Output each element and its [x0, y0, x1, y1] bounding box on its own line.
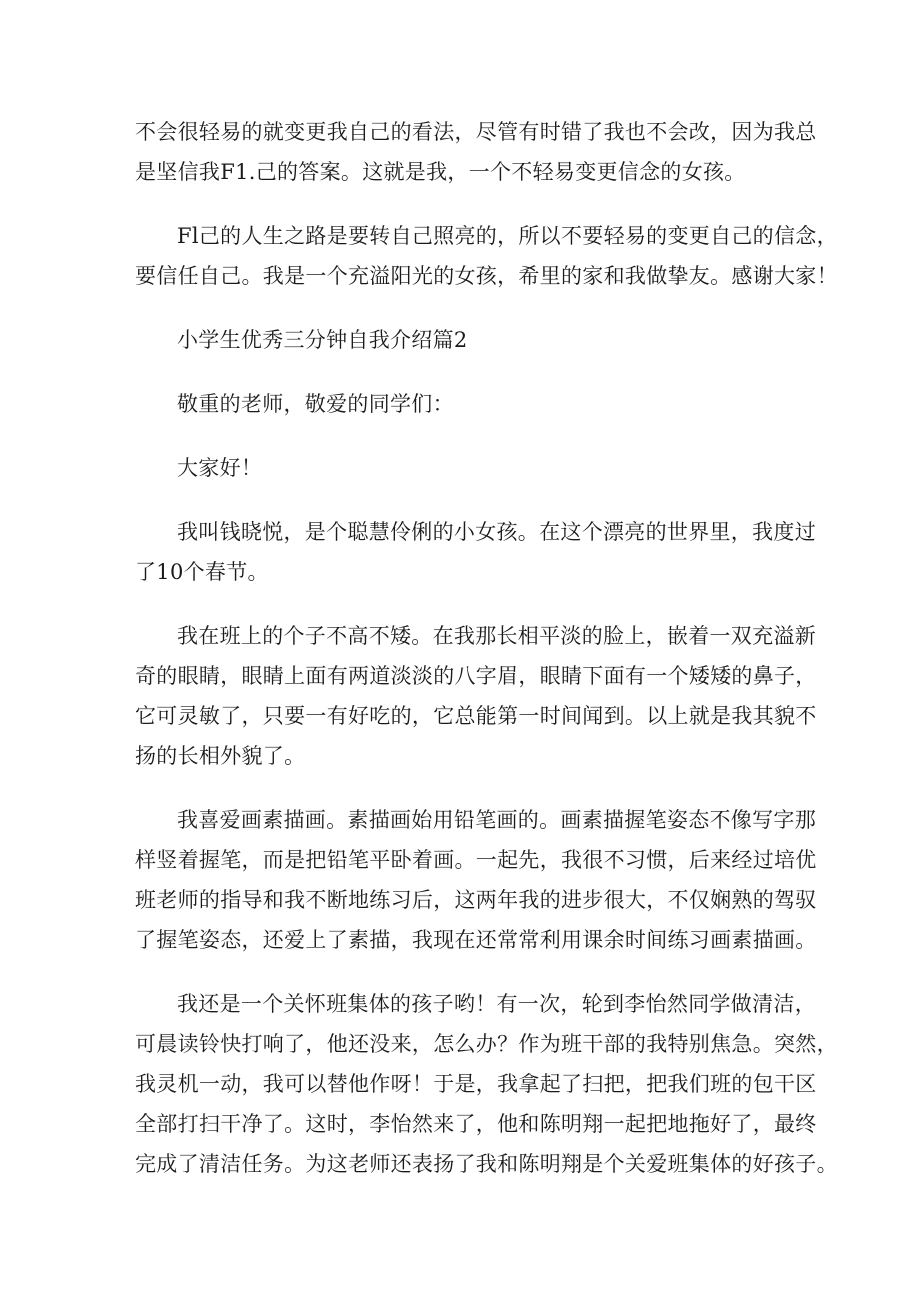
text-line: 样竖着握笔，而是把铅笔平卧着画。一起先，我很不习惯，后来经过培优: [135, 848, 817, 872]
text-line: 扬的长相外貌了。: [135, 744, 306, 768]
document-page: [135, 112, 838, 1184]
text-line: 可晨读铃快打响了，他还没来，怎么办？作为班干部的我特别焦急。突然，: [135, 1032, 838, 1056]
paragraph-name-intro: [135, 512, 816, 592]
text-line: 我在班上的个子不高不矮。在我那长相平淡的脸上，嵌着一双充溢新: [177, 624, 816, 648]
text-line: Fl己的人生之路是要转自己照亮的，所以不要轻易的变更自己的信念，: [177, 224, 838, 248]
text-line: 大家好！: [177, 456, 263, 480]
text-line: 完成了清洁任务。为这老师还表扬了我和陈明翔是个关爱班集体的好孩子。: [135, 1152, 838, 1176]
text-line: 了握笔姿态，还爱上了素描，我现在还常常利用课余时间练习画素描画。: [135, 928, 817, 952]
text-line: 要信任自己。我是一个充溢阳光的女孩，希里的家和我做挚友。感谢大家！: [135, 264, 838, 288]
text-line: 了10个春节。: [135, 560, 269, 584]
section-heading: [135, 320, 795, 360]
paragraph-appearance: [135, 616, 817, 776]
paragraph-class-care: [135, 984, 838, 1184]
text-line: 我叫钱晓悦，是个聪慧伶俐的小女孩。在这个漂亮的世界里，我度过: [177, 520, 816, 544]
hello-paragraph: [135, 448, 795, 488]
text-line: 我还是一个关怀班集体的孩子哟！有一次，轮到李怡然同学做清洁，: [177, 992, 816, 1016]
text-line: 不会很轻易的就变更我自己的看法，尽管有时错了我也不会改，因为我总: [135, 120, 817, 144]
text-line: 班老师的指导和我不断地练习后，这两年我的进步很大，不仅娴熟的驾驭: [135, 888, 817, 912]
section-heading-text: 小学生优秀三分钟自我介绍篇2: [177, 328, 468, 352]
text-line: 奇的眼睛，眼睛上面有两道淡淡的八字眉，眼睛下面有一个矮矮的鼻子，: [135, 664, 817, 688]
text-line: 它可灵敏了，只要一有好吃的，它总能第一时间闻到。以上就是我其貌不: [135, 704, 817, 728]
paragraph-sketching: [135, 800, 817, 960]
paragraph-continued-stubbornness: [135, 112, 817, 192]
text-line: 我灵机一动，我可以替他作呀！于是，我拿起了扫把，把我们班的包干区: [135, 1072, 817, 1096]
paragraph-believe-yourself: [135, 216, 838, 296]
text-line: 我喜爱画素描画。素描画始用铅笔画的。画素描握笔姿态不像写字那: [177, 808, 816, 832]
greeting-paragraph: [135, 384, 795, 424]
text-line: 是坚信我F1.己的答案。这就是我，一个不轻易变更信念的女孩。: [135, 160, 746, 184]
text-line: 全部打扫干净了。这时，李怡然来了，他和陈明翔一起把地拖好了，最终: [135, 1112, 817, 1136]
text-line: 敬重的老师，敬爱的同学们：: [177, 392, 454, 416]
